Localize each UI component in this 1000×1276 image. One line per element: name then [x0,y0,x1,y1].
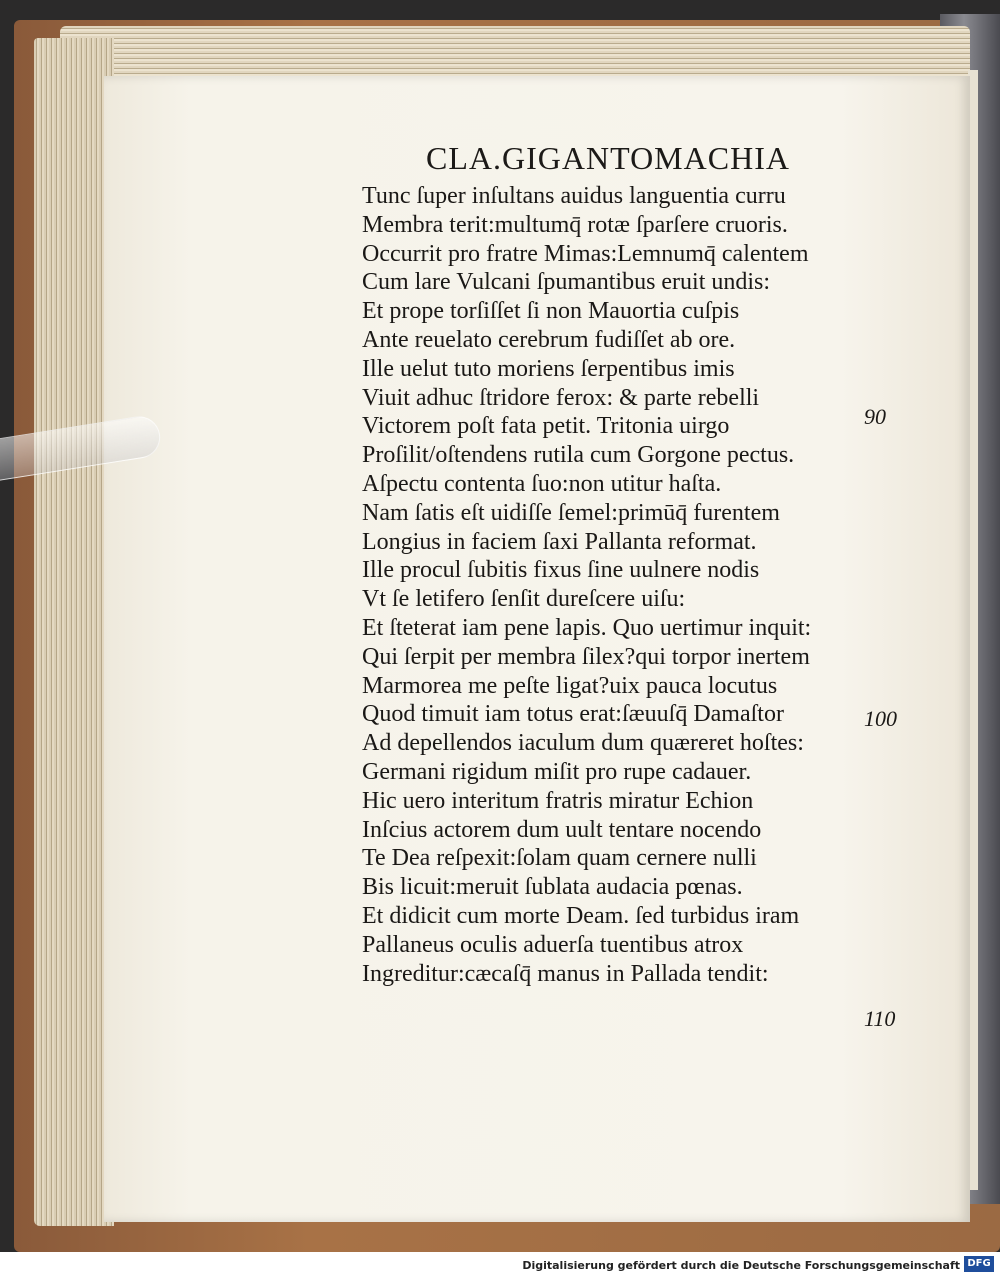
verse-line: Aſpectu contenta ſuo:non utitur haſta. [362,470,722,497]
verse-line: Inſcius actorem dum uult tentare nocendo [362,816,762,843]
line-number-90: 90 [864,404,886,429]
verse-line: Et prope torſiſſet ſi non Mauortia cuſpis [362,298,740,325]
verse-block [362,182,862,988]
verse-line: Proſilit/oſtendens rutila cum Gorgone pectus. [362,442,795,469]
verse-line: Ille uelut tuto moriens ſerpentibus imis [362,355,735,382]
verse-line: Ingreditur:cæcaſq̄ manus in Pallada tendit: [362,960,769,987]
verse-line: Membra terit:multumq̄ rotæ ſparſere cruoris. [362,211,788,238]
dfg-logo: DFG [964,1256,994,1272]
verse-line: Ante reuelato cerebrum fudiſſet ab ore. [362,326,736,353]
verse-line: Tunc ſuper inſultans auidus languentia curru [362,183,786,209]
verse-line: Vt ſe letifero ſenſit dureſcere uiſu: [362,586,686,613]
verse-line: Longius in faciem ſaxi Pallanta reformat. [362,528,757,555]
verse-line: Cum lare Vulcani ſpumantibus eruit undis: [362,269,771,296]
verse-line: Qui ſerpit per membra ſilex?qui torpor inertem [362,643,810,670]
verse-line: Ad depellendos iaculum dum quæreret hoſtes: [362,730,804,757]
running-head: CLA.GIGANTOMACHIA [426,140,790,176]
verse-line: Nam ſatis eſt uidiſſe ſemel:primūq̄ furentem [362,499,780,526]
verse-line: Occurrit pro fratre Mimas:Lemnumq̄ calentem [362,240,809,267]
footer-credit: Digitalisierung gefördert durch die Deutsche Forschungsgemeinschaft [522,1259,960,1272]
page-side-edges [34,38,114,1226]
line-number-100: 100 [864,706,897,731]
verse-line: Germani rigidum miſit pro rupe cadauer. [362,758,752,785]
verse-line: Quod timuit iam totus erat:ſæuuſq̄ Damaſtor [362,701,784,728]
verse-line: Hic uero interitum fratris miratur Echion [362,787,754,814]
line-number-110: 110 [864,1006,896,1031]
verse-line: Pallaneus oculis aduerſa tuentibus atrox [362,931,744,958]
verse-line: Victorem poſt fata petit. Tritonia uirgo [362,413,730,440]
verse-line: Et ſteterat iam pene lapis. Quo uertimur inquit: [362,614,812,641]
verse-line: Marmorea me peſte ligat?uix pauca locutus [362,672,778,699]
verse-line: Viuit adhuc ſtridore ferox: & parte rebelli [362,384,760,411]
verse-line: Bis licuit:meruit ſublata audacia pœnas. [362,874,743,901]
verse-line: Et didicit cum morte Deam. ſed turbidus iram [362,902,800,929]
verse-line: Te Dea reſpexit:ſolam quam cernere nulli [362,845,757,872]
verse-line: Ille procul ſubitis fixus ſine uulnere nodis [362,557,760,584]
